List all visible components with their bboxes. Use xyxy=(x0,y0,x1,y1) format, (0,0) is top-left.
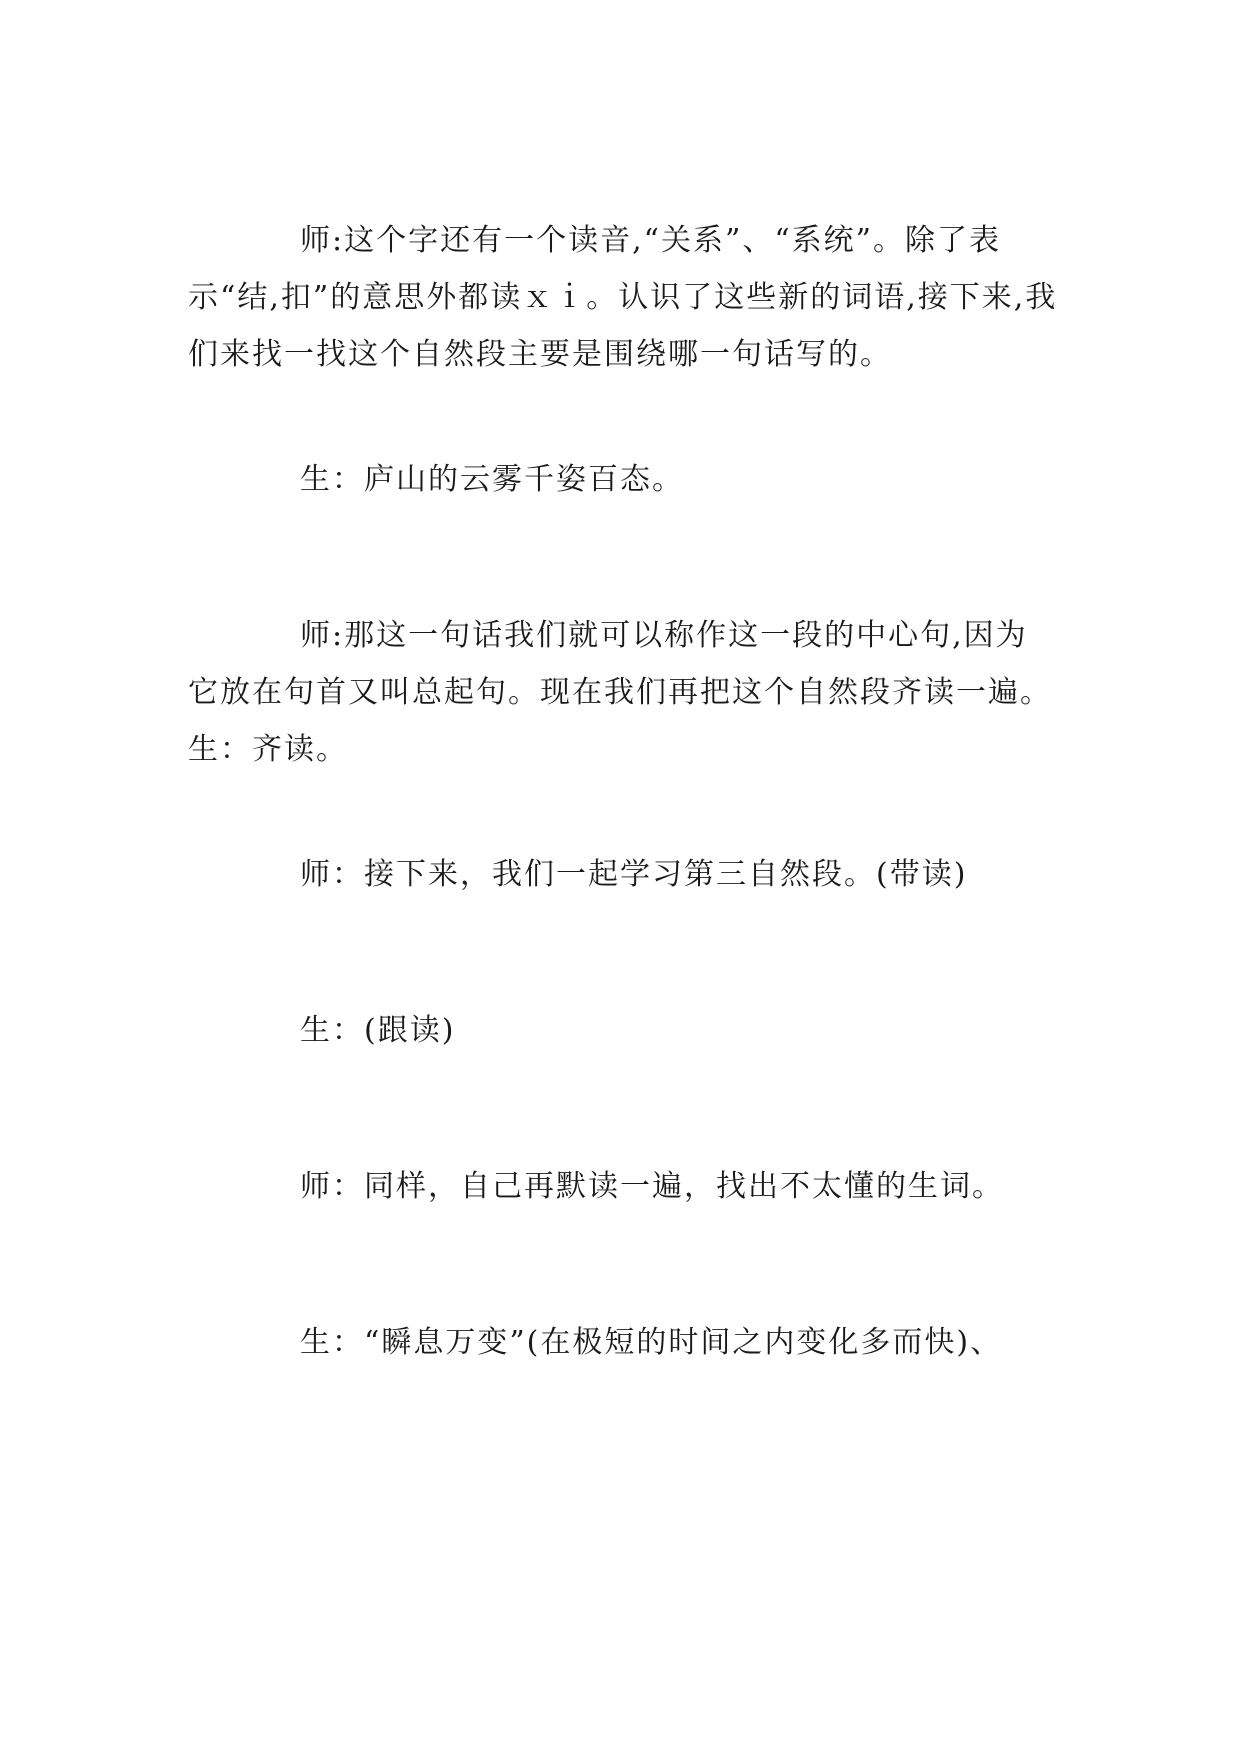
paragraph-student-vocabulary: 生：“瞬息万变”(在极短的时间之内变化多而快)、 xyxy=(300,1325,1003,1360)
paragraph-teacher-pronunciation: 师:这个字还有一个读音,“关系”、“系统”。除了表示“结,扣”的意思外都读ｘｉ。认识了这些新的词语,接下来,我们来找一找这个自然段主要是围绕哪一句话写的。 xyxy=(188,223,1058,372)
paragraph-teacher-central-sentence: 师:那这一句话我们就可以称作这一段的中心句,因为它放在句首又叫总起句。现在我们再把这个自然段齐读一遍。生：齐读。 xyxy=(188,618,1052,767)
paragraph-teacher-third-section: 师：接下来，我们一起学习第三自然段。(带读) xyxy=(300,857,968,892)
paragraph-teacher-silent-read: 师：同样，自己再默读一遍，找出不太懂的生词。 xyxy=(300,1169,1004,1204)
paragraph-student-follow-read: 生：(跟读) xyxy=(300,1013,456,1048)
paragraph-student-answer: 生：庐山的云雾千姿百态。 xyxy=(300,462,684,497)
